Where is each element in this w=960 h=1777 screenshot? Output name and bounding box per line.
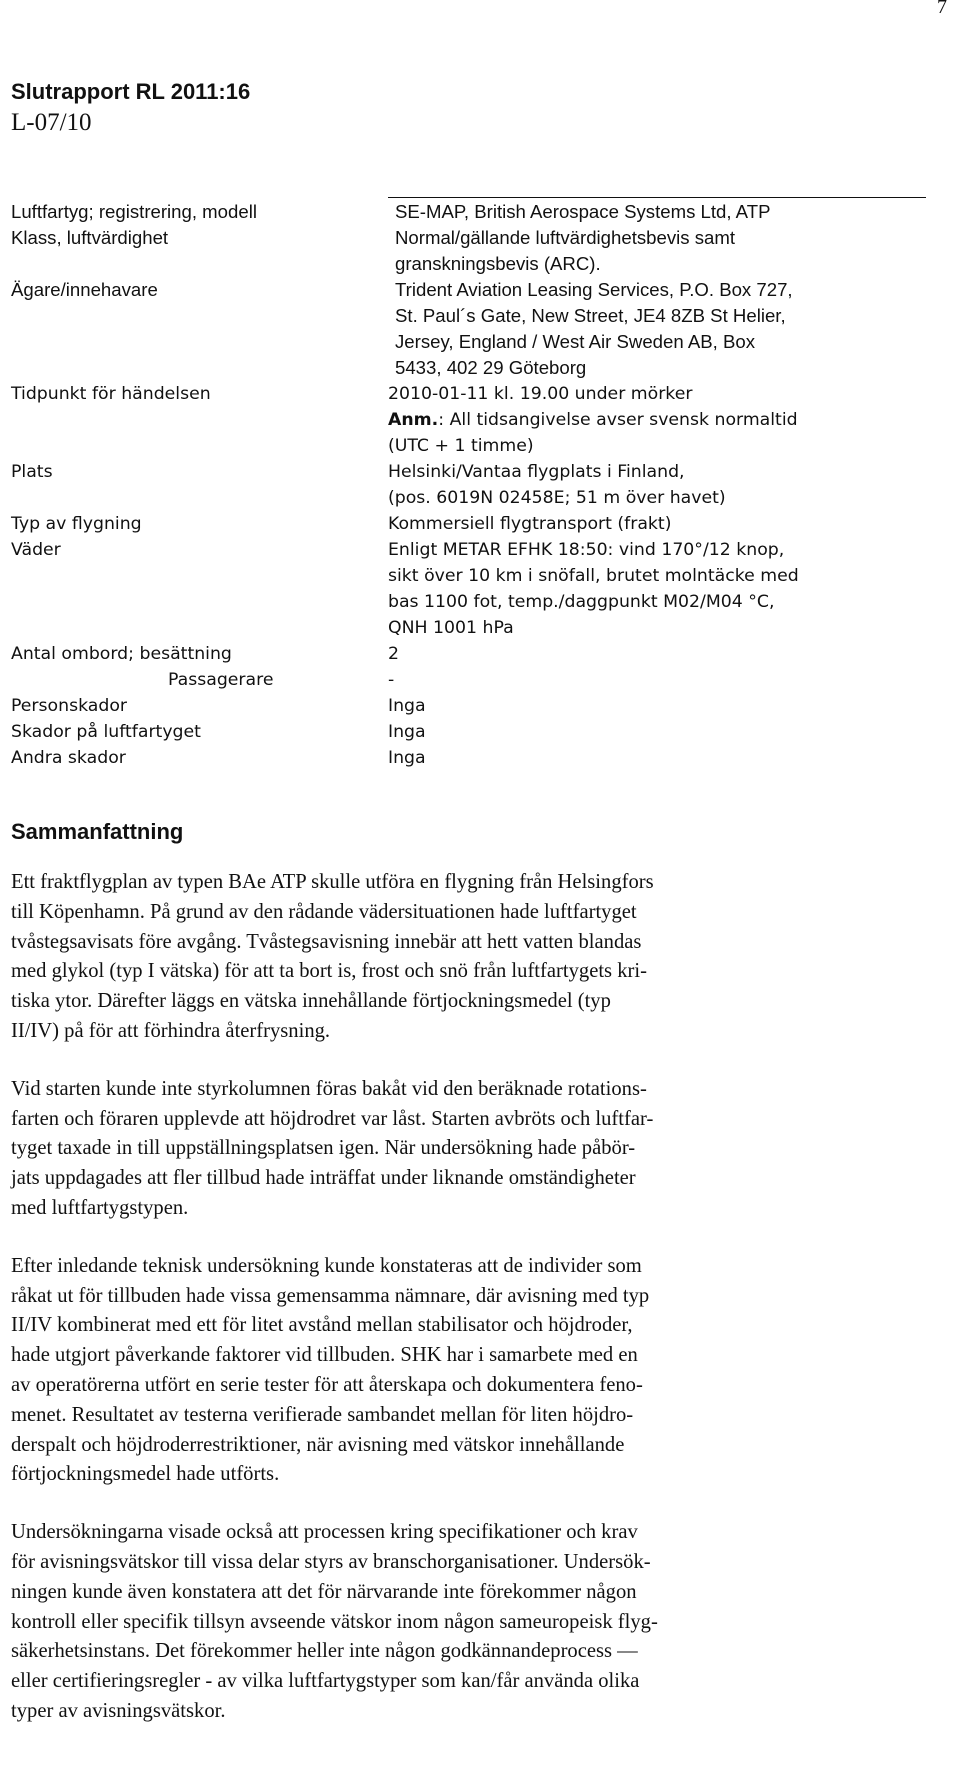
summary-paragraph: Ett fraktflygplan av typen BAe ATP skulle utföra en flygning från Helsingfors till Köpenhamn. På grund av den rådande vädersituationen hade luftfartyget tvåstegsavisats före avgång. Tvåstegsavisning innebär att hett vatten blandas med glykol (typ I vätska) för att ta bort is, frost och snö från luftfartygets kri- tiska ytor. Därefter läggs en vätska innehållande förtjockningsmedel (typ II/IV) på för att förhindra återfrysning. <box>11 871 654 1042</box>
summary-heading: Sammanfattning <box>11 819 184 844</box>
row-place <box>11 459 926 511</box>
injuries-label: Personskador <box>11 696 128 716</box>
incident-facts-table <box>11 199 926 771</box>
row-aircraft-damage <box>11 719 926 745</box>
time-note-prefix: Anm. <box>388 410 439 430</box>
header-divider <box>388 197 926 198</box>
row-time-note <box>11 407 926 459</box>
report-title: Slutrapport RL 2011:16 <box>11 79 251 104</box>
aircraft-damage-label: Skador på luftfartyget <box>11 722 201 742</box>
injuries-value: Inga <box>388 696 426 716</box>
row-flight-type <box>11 511 926 537</box>
summary-paragraph: Vid starten kunde inte styrkolumnen föras bakåt vid den beräknade rotations- farten och föraren upplevde att höjdrodret var låst. Starten avbröts och luftfar- tyget taxade in till uppställningsplatsen igen. När undersökning hade påbör- jats uppdagades att fler tillbud hade inträffat under liknande omständigheter med luftfartygstypen. <box>11 1077 654 1219</box>
flight-type-label: Typ av flygning <box>11 514 142 534</box>
aircraft-label: Luftfartyg; registrering, modell <box>11 201 257 222</box>
class-label: Klass, luftvärdighet <box>11 227 169 248</box>
flight-type-value: Kommersiell flygtransport (frakt) <box>388 514 672 534</box>
summary-body <box>11 868 931 1755</box>
time-note <box>388 407 926 459</box>
other-damage-label: Andra skador <box>11 748 126 768</box>
owner-value: Trident Aviation Leasing Services, P.O. Box 727, St. Paul´s Gate, New Street, JE4 8ZB St Helier, Jersey, England / West Air Sweden AB, Box 5433, 402 29 Göteborg <box>395 279 793 378</box>
weather-value: Enligt METAR EFHK 18:50: vind 170°/12 knop, sikt över 10 km i snöfall, brutet molntäcke med bas 1100 fot, temp./daggpunkt M02/M04 °C, QNH 1001 hPa <box>388 540 799 638</box>
summary-paragraph: Undersökningarna visade också att processen kring specifikationer och krav för avisningsvätskor till vissa delar styrs av branschorganisationer. Undersök- ningen kunde även konstatera att det för närvarande inte förekommer någon kontroll eller specifik tillsyn avseende vätskor inom någon sameuropeisk flyg- säkerhetsinstans. Det förekommer heller inte någon godkännandeprocess — eller certifieringsregler - av vilka luftfartygstyper som kan/får använda olika typer av avisningsvätskor. <box>11 1521 658 1722</box>
crew-value: 2 <box>388 644 399 664</box>
owner-label: Ägare/innehavare <box>11 279 158 300</box>
passengers-label: Passagerare <box>168 670 274 690</box>
row-time <box>11 381 926 407</box>
class-value: Normal/gällande luftvärdighetsbevis samt granskningsbevis (ARC). <box>395 227 736 274</box>
crew-label: Antal ombord; besättning <box>11 644 232 664</box>
row-weather <box>11 537 926 641</box>
row-other-damage <box>11 745 926 771</box>
aircraft-damage-value: Inga <box>388 722 426 742</box>
weather-label: Väder <box>11 540 61 560</box>
place-label: Plats <box>11 462 53 482</box>
row-crew <box>11 641 926 667</box>
row-aircraft <box>11 199 926 225</box>
summary-paragraph: Efter inledande teknisk undersökning kunde konstateras att de individer som råkat ut för tillbuden hade vissa gemensamma nämnare, där avisning med typ II/IV kombinerat med ett för litet avstånd mellan stabilisator och höjdroder, hade utgjort påverkande faktorer vid tillbuden. SHK har i samarbete med en av operatörerna utfört en serie tester för att återskapa och dokumentera feno- menet. Resultatet av testerna verifierade sambandet mellan för liten höjdro- derspalt och höjdroderrestriktioner, när avisning med vätskor innehållande förtjockningsmedel hade utförts. <box>11 1254 650 1486</box>
place-value: Helsinki/Vantaa flygplats i Finland, (pos. 6019N 02458E; 51 m över havet) <box>388 462 726 508</box>
page-number: 7 <box>937 0 947 18</box>
other-damage-value: Inga <box>388 748 426 768</box>
row-class <box>11 225 926 277</box>
time-note-text: : All tidsangivelse avser svensk normaltid (UTC + 1 timme) <box>388 410 798 456</box>
time-label: Tidpunkt för händelsen <box>11 384 211 404</box>
row-passengers <box>11 667 926 693</box>
aircraft-value: SE-MAP, British Aerospace Systems Ltd, ATP <box>395 201 771 222</box>
passengers-value: - <box>388 670 395 690</box>
report-id: L-07/10 <box>11 109 92 136</box>
row-injuries <box>11 693 926 719</box>
time-value: 2010-01-11 kl. 19.00 under mörker <box>388 384 693 404</box>
row-owner <box>11 277 926 381</box>
